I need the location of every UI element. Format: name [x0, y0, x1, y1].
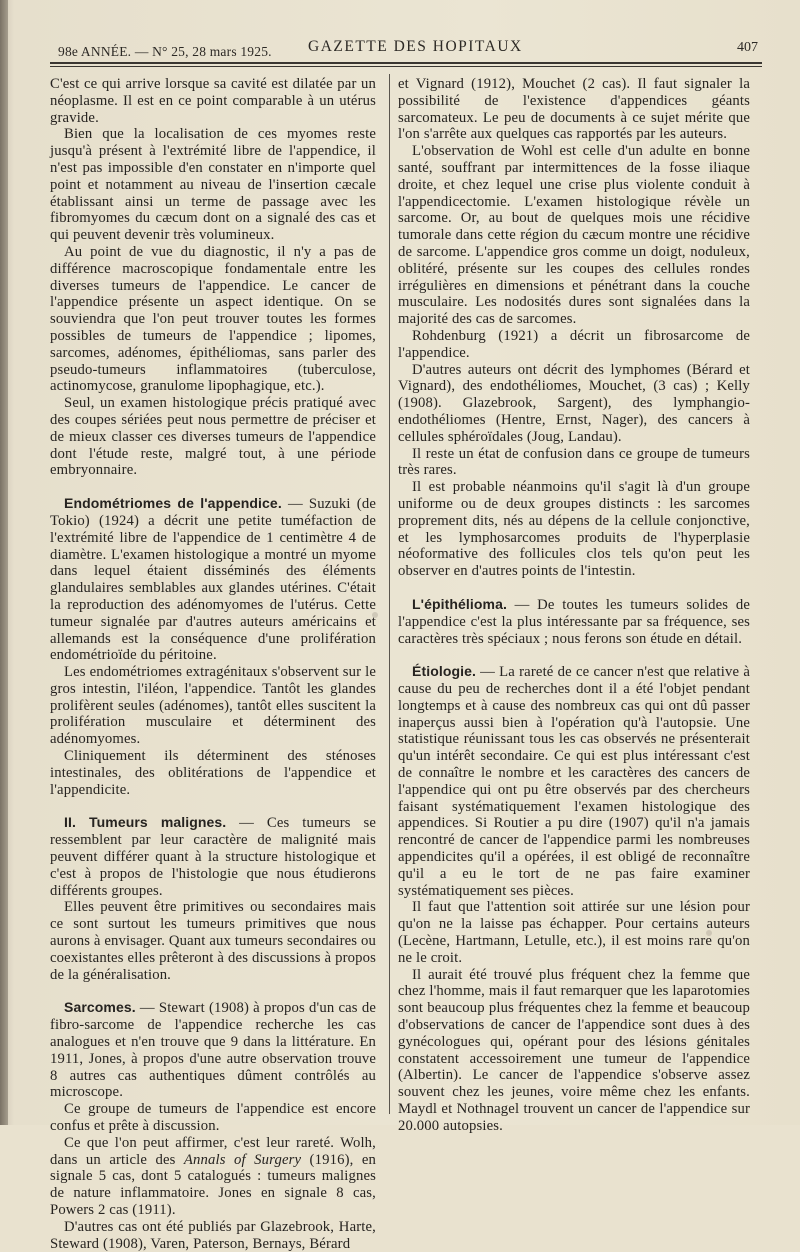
- section-heading: II. Tumeurs malignes.: [64, 814, 227, 831]
- scan-speck: [372, 612, 378, 618]
- journal-name: Annals of Surgery: [183, 1151, 302, 1168]
- paragraph: C'est ce qui arrive lorsque sa cavité est dilatée par un néoplasme. Il est en ce point comparable à un utérus gravide.: [50, 76, 376, 126]
- paragraph-text: (1916), en signale 5 cas, dont 5 catalogués : tumeurs malignes de nature inflammatoire. Jones en signale 8 cas, Powers 2 cas (1911).: [50, 1151, 377, 1218]
- page-header: [58, 38, 758, 60]
- paragraph: D'autres auteurs ont décrit des lymphomes (Bérard et Vignard), des endothéliomes, Mouchet, (3 cas) ; Kelly (1908). Glazebrook, Sargent), des lymphangio-endothéliomes (Hentre, Ernst, Nager), des cancers à cellules sphéroïdales (Joug, Landau).: [398, 361, 750, 445]
- section-text: — Ces tumeurs se ressemblent par leur caractère de malignité mais peuvent différer quant à la structure histologique et c'est à propos de l'histologie que nous étudierons différents groupes.: [50, 815, 376, 899]
- paragraph: Au point de vue du diagnostic, il n'y a pas de différence macroscopique fondamentale entre les diverses tumeurs de l'appendice. Le cancer de l'appendice présente un aspect identique. On se souviendra que l'on peut trouver toutes les formes possibles de tumeurs de l'appendice ; lipomes, sarcomes, adénomes, épithéliomas, sans parler des pseudo-tumeurs inflammatoires (tuberculose, actinomycose, granulome lipophagique, etc.).: [50, 243, 376, 395]
- page-binding-edge: [0, 0, 8, 1125]
- section-text: — Suzuki (de Tokio) (1924) a décrit une petite tuméfaction de l'extrémité libre de l'appendice de 1 centimètre 4 de diamètre. L'examen histologique a montré un myome dans lequel étaient disséminés des éléments glandulaires semblables aux glandes utérines. C'était la reproduction des adénomyomes de l'utérus. Cette tumeur signalée par d'autres auteurs américains et allemands est la conséquence d'une prolifération endométrioïde du péritoine.: [50, 496, 376, 664]
- paragraph: L'observation de Wohl est celle d'un adulte en bonne santé, souffrant par intermittences de la fosse iliaque droite, et chez lequel une crise plus violente conduit à l'appendicectomie. L'examen histologique révèle un sarcome. Or, au bout de quelques mois une récidive tumorale dans cette région du cæcum montre une récidive de sarcome. L'appendice gros comme un doigt, noduleux, oblitéré, présente sur les coupes des cellules rondes irrégulières en dimensions et pénétrant dans la couche musculaire. Les nodosités dures sont signalées dans la majorité des cas de sarcomes.: [398, 143, 750, 328]
- section-tumeurs-malignes: [50, 814, 376, 899]
- section-endometriomes: [50, 495, 376, 664]
- header-rule: [50, 62, 762, 64]
- section-text: — Stewart (1908) à propos d'un cas de fibro-sarcome de l'appendice recherche les cas analogues et n'en trouve que 9 dans la littérature. En 1911, Jones, à propos d'une autre observation trouve 8 autres cas authentiques dûment contrôlés au microscope.: [50, 1000, 376, 1101]
- section-heading: Étiologie.: [412, 663, 476, 680]
- paragraph: et Vignard (1912), Mouchet (2 cas). Il faut signaler la possibilité de l'existence d'appendices géants sarcomateux. Le peu de documents à ce sujet mérite que l'on s'arrête aux quelques cas rapportés par les auteurs.: [398, 76, 750, 143]
- right-column: [398, 76, 750, 1135]
- paragraph-text: Ce que l'on peut affirmer, c'est leur rareté. Wolh, dans un article des: [50, 1134, 376, 1168]
- section-epithelioma: [398, 596, 750, 647]
- paragraph: Bien que la localisation de ces myomes reste jusqu'à présent à l'extrémité libre de l'appendice, il n'est pas impossible d'en constater en n'importe quel point et notamment au niveau de l'insertion cæcale établissant ainsi un terme de passage avec les fibromyomes du cæcum dont on a signalé des cas et qui peuvent devenir très volumineux.: [50, 126, 376, 244]
- section-heading: Endométriomes de l'appendice.: [64, 495, 282, 512]
- paragraph: Seul, un examen histologique précis pratiqué avec des coupes sériées peut nous permettre de préciser et de mieux classer ces diverses tumeurs de l'appendice dont l'étude reste, malgré tout, à une période embryonnaire.: [50, 395, 376, 479]
- section-heading: Sarcomes.: [64, 999, 136, 1016]
- left-column: [50, 76, 376, 1252]
- paragraph: Il est probable néanmoins qu'il s'agit là d'un groupe uniforme ou de deux groupes distincts : les sarcomes proprement dits, nés au dépens de la cellule conjonctive, et les lymphosarcomes produits de l'hyperplasie néoformative des follicules clos tels qu'on peut les observer en d'autres points de l'intestin.: [398, 479, 750, 580]
- column-divider: [389, 74, 390, 1114]
- paragraph: Les endométriomes extragénitaux s'observent sur le gros intestin, l'iléon, l'appendice. Tantôt les glandes prolifèrent seules (adénomes), tantôt elles suscitent la prolifération musculaire et déterminent des adénomyomes.: [50, 664, 376, 748]
- paragraph: Il reste un état de confusion dans ce groupe de tumeurs très rares.: [398, 445, 750, 479]
- paragraph: Il faut que l'attention soit attirée sur une lésion pour qu'on ne la laisse pas échapper. Pour certains auteurs (Lecène, Hartmann, Letulle, etc.), il est moins rare qu'on ne le croit.: [398, 899, 750, 966]
- journal-title: GAZETTE DES HOPITAUX: [308, 38, 523, 55]
- section-sarcomes: [50, 999, 376, 1101]
- page-number: 407: [737, 40, 758, 55]
- header-rule-thin: [50, 66, 762, 67]
- paragraph: [50, 1135, 376, 1219]
- paragraph: D'autres cas ont été publiés par Glazebrook, Harte, Steward (1908), Varen, Paterson, Bernays, Bérard: [50, 1218, 376, 1252]
- issue-info: 98e ANNÉE. — N° 25, 28 mars 1925.: [58, 44, 272, 59]
- section-text: — De toutes les tumeurs solides de l'appendice c'est la plus intéressante par sa fréquence, ses caractères très spéciaux ; nous ferons son étude en détail.: [398, 596, 750, 647]
- section-heading: L'épithélioma.: [412, 595, 507, 612]
- paragraph: Ce groupe de tumeurs de l'appendice est encore confus et prête à discussion.: [50, 1101, 376, 1135]
- paragraph: Rohdenburg (1921) a décrit un fibrosarcome de l'appendice.: [398, 327, 750, 361]
- section-text: — La rareté de ce cancer n'est que relative à cause du peu de recherches dont il a été l'objet pendant longtemps et à cause des nombreux cas qui ont dû passer inaperçus aussi bien à l'opération qu'à l'autopsie. Une statistique réunissant tous les cas observés ne présenterait qu'un intérêt secondaire. Ce qui est plus intéressant c'est de connaître le nombre et les caractères des cancers de l'appendice qui ont pu être observés par des chercheurs faisant systématiquement l'examen histologique des appendices. Si Routier a pu dire (1907) qu'il n'a jamais rencontré de cancer de l'appendice parmi les nombreuses appendicites qu'il a opérées, il est obligé de reconnaître qu'il a eu le tort de ne pas faire examiner systématiquement ses pièces.: [398, 664, 750, 899]
- paragraph: Cliniquement ils déterminent des sténoses intestinales, des oblitérations de l'appendice et l'appendicite.: [50, 748, 376, 798]
- section-etiologie: [398, 663, 750, 899]
- scan-speck: [706, 930, 712, 936]
- paragraph: Elles peuvent être primitives ou secondaires mais ce sont surtout les tumeurs primitives que nous aurons à envisager. Quant aux tumeurs secondaires ou coexistantes elles prêteront à des discussions à propos de la généralisation.: [50, 899, 376, 983]
- paragraph: Il aurait été trouvé plus fréquent chez la femme que chez l'homme, mais il faut remarquer que les laparotomies sont beaucoup plus fréquentes chez la femme et beaucoup d'observations de cancer de l'appendice sont dues à des gynécologues qui, opérant pour des lésions génitales constatent accessoirement une tumeur de l'appendice (Albertin). Le cancer de l'appendice s'observe assez souvent chez les jeunes, voire même chez les enfants. Maydl et Nothnagel trouvent un cancer de l'appendice sur 20.000 autopsies.: [398, 966, 750, 1134]
